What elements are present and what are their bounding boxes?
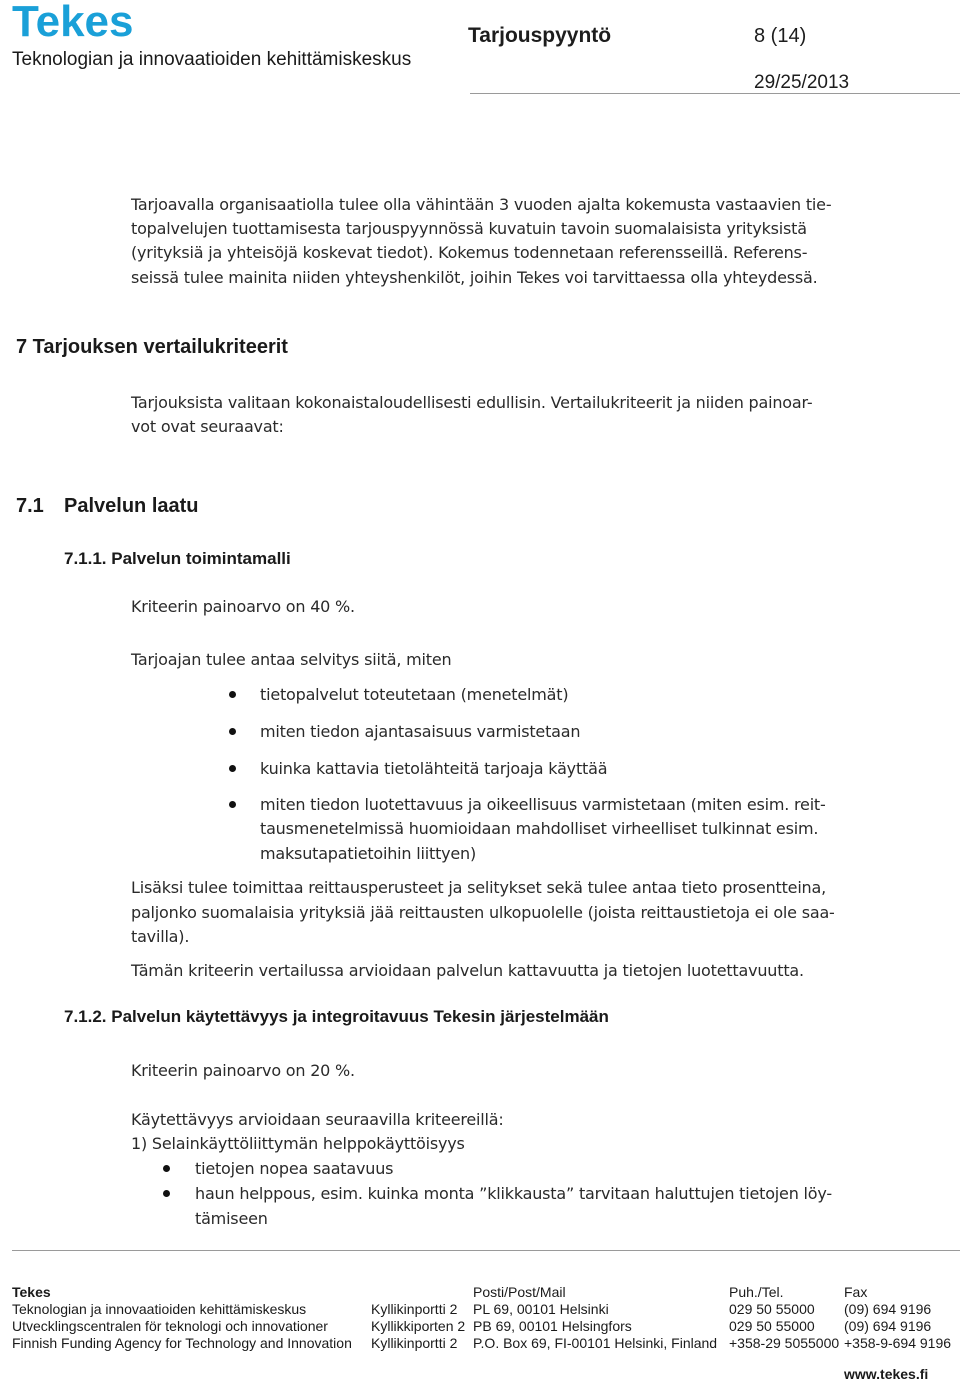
footer-divider [12, 1250, 960, 1251]
footer-cell: Finnish Funding Agency for Technology and Innovation [12, 1335, 352, 1351]
bullet-dot [229, 691, 236, 698]
footer-cell: 029 50 55000 [729, 1301, 815, 1317]
organization-name: Teknologian ja innovaatioiden kehittämiskeskus [12, 49, 412, 70]
intro-line: Tarjoavalla organisaatiolla tulee olla vähintään 3 vuoden ajalta kokemusta vastaavien tie- [131, 195, 832, 214]
criterion-weight: Kriteerin painoarvo on 20 %. [131, 1061, 355, 1080]
footer-cell: Kyllikinportti 2 [371, 1335, 458, 1351]
page-number: 8 (14) [754, 25, 807, 47]
footer-cell: +358-29 5055000 [729, 1335, 840, 1351]
intro-line: seissä tulee mainita niiden yhteyshenkilöt, joihin Tekes voi tarvittaessa olla yhteydessä. [131, 268, 818, 287]
bullet-dot [229, 765, 236, 772]
list-item: kuinka kattavia tietolähteitä tarjoaja käyttää [260, 759, 608, 778]
list-item: tietojen nopea saatavuus [195, 1159, 394, 1178]
footer-mail-head: Posti/Post/Mail [473, 1284, 566, 1300]
bullet-dot [163, 1165, 170, 1172]
footer-cell: +358-9-694 9196 [844, 1335, 952, 1351]
footer-cell: 029 50 55000 [729, 1318, 815, 1334]
paragraph-line: tavilla). [131, 927, 190, 946]
list-item-continued: tämiseen [195, 1209, 268, 1228]
list-item: miten tiedon luotettavuus ja oikeellisuus varmistetaan (miten esim. reit- [260, 795, 826, 814]
numbered-item: 1) Selainkäyttöliittymän helppokäyttöisyys [131, 1134, 465, 1153]
tekes-logo: Tekes [12, 0, 134, 46]
footer-tel-head: Puh./Tel. [729, 1284, 784, 1300]
bullet-dot [229, 728, 236, 735]
footer-cell: Kyllikkiporten 2 [371, 1318, 466, 1334]
footer-cell: Teknologian ja innovaatioiden kehittämiskeskus [12, 1301, 307, 1317]
intro-line: (yrityksiä ja yhteisöjä koskevat tiedot). Kokemus todennetaan referensseillä. Referens- [131, 243, 808, 262]
footer-cell: PB 69, 00101 Helsingfors [473, 1318, 632, 1334]
footer-cell: (09) 694 9196 [844, 1301, 932, 1317]
document-title: Tarjouspyyntö [468, 24, 612, 47]
document-date: 29/25/2013 [754, 72, 850, 93]
intro-line: topalvelujen tuottamisesta tarjouspyynnössä kuvatuin tavoin suomalaisista yrityksistä [131, 219, 807, 238]
evaluation-note: Tämän kriteerin vertailussa arvioidaan palvelun kattavuutta ja tietojen luotettavuutta. [131, 961, 804, 980]
list-item: miten tiedon ajantasaisuus varmistetaan [260, 722, 581, 741]
bullet-dot [229, 801, 236, 808]
section-7-1-2-heading: 7.1.2. Palvelun käytettävyys ja integroitavuus Tekesin järjestelmään [64, 1007, 609, 1026]
section-7-1-1-lead: Tarjoajan tulee antaa selvitys siitä, miten [131, 650, 452, 669]
section-7-line: Tarjouksista valitaan kokonaistaloudellisesti edullisin. Vertailukriteerit ja niiden painoar- [131, 393, 813, 412]
footer-fax-head: Fax [844, 1284, 868, 1300]
section-7-1-2-lead: Käytettävyys arvioidaan seuraavilla kriteereillä: [131, 1110, 504, 1129]
paragraph-line: paljonko suomalaisia yrityksiä jää reittausten ulkopuolelle (joista reittaustietoja ei ole saa- [131, 903, 835, 922]
footer-cell: P.O. Box 69, FI-00101 Helsinki, Finland [473, 1335, 718, 1351]
list-item: haun helppous, esim. kuinka monta ”klikkausta” tarvitaan haluttujen tietojen löy- [195, 1184, 832, 1203]
footer-cell: Utvecklingscentralen för teknologi och innovationer [12, 1318, 328, 1334]
footer-org-head: Tekes [12, 1284, 51, 1300]
section-7-1-number: 7.1 [16, 495, 44, 517]
footer-website[interactable]: www.tekes.fi [844, 1366, 929, 1382]
footer-cell: (09) 694 9196 [844, 1318, 932, 1334]
list-item: tietopalvelut toteutetaan (menetelmät) [260, 685, 569, 704]
criterion-weight: Kriteerin painoarvo on 40 %. [131, 597, 355, 616]
list-item-continued: tausmenetelmissä huomioidaan mahdolliset virheelliset tulkinnat esim. [260, 819, 819, 838]
list-item-continued: maksutapatietoihin liittyen) [260, 844, 477, 863]
footer-cell: PL 69, 00101 Helsinki [473, 1301, 609, 1317]
footer-cell: Kyllikinportti 2 [371, 1301, 458, 1317]
header-divider [470, 93, 960, 94]
section-7-line: vot ovat seuraavat: [131, 417, 284, 436]
section-7-1-1-heading: 7.1.1. Palvelun toimintamalli [64, 549, 291, 568]
paragraph-line: Lisäksi tulee toimittaa reittausperusteet ja selitykset sekä tulee antaa tieto prosentteina, [131, 878, 826, 897]
section-7-heading: 7 Tarjouksen vertailukriteerit [16, 336, 288, 358]
bullet-dot [163, 1190, 170, 1197]
section-7-1-heading: Palvelun laatu [64, 495, 199, 517]
